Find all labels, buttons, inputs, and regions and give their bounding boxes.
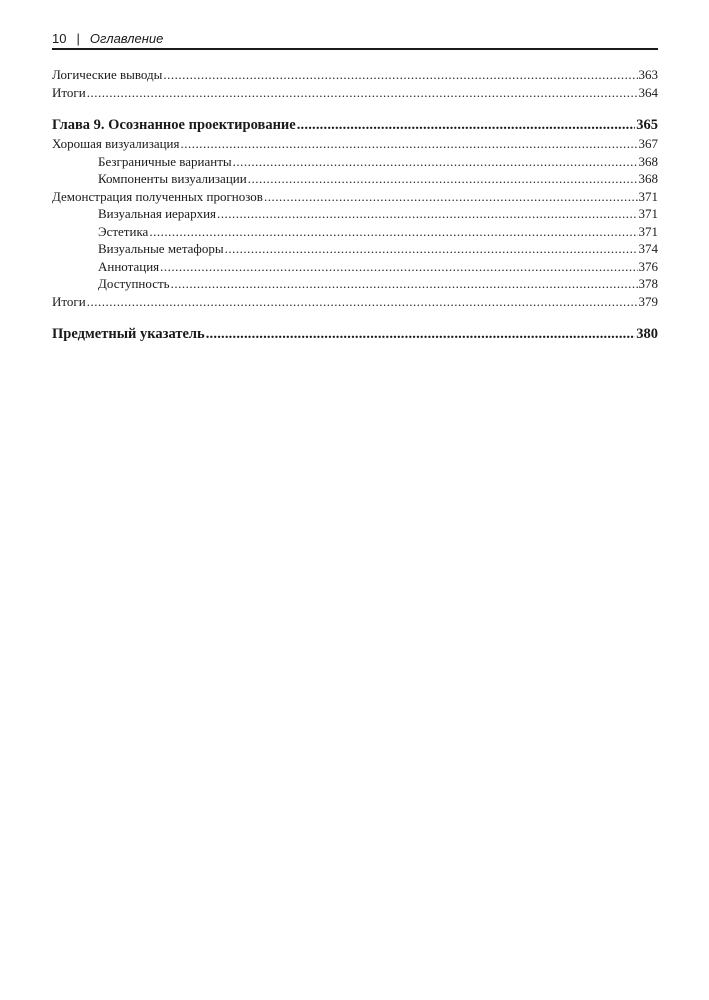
toc-entry-page: 376: [638, 258, 658, 274]
header-separator: |: [76, 31, 80, 46]
toc-entry-page: 374: [638, 241, 658, 256]
toc-entry-page: 371: [638, 223, 658, 239]
toc-subentry: [52, 205, 658, 223]
toc-entry-title: Логические выводы: [52, 67, 163, 82]
toc-subentry: [52, 258, 658, 276]
toc-entry-page: 371: [638, 188, 658, 204]
toc-entry-title: Доступность: [98, 276, 170, 291]
toc-entry: [52, 293, 658, 311]
header-rule: [52, 48, 658, 50]
toc-entry-title: Итоги: [52, 84, 86, 100]
toc-entry-page: 371: [638, 206, 658, 221]
toc-entry-title: Итоги: [52, 293, 86, 309]
toc-subentry: [52, 223, 658, 241]
dot-leader: [149, 223, 637, 241]
dot-leader: [264, 188, 638, 206]
toc-entry-title: Хорошая визуализация: [52, 136, 180, 151]
toc-entry-page: 363: [638, 67, 658, 82]
toc-subentry: [52, 240, 658, 258]
running-header: [52, 29, 658, 49]
dot-leader: [297, 115, 636, 135]
toc-entry-page: 364: [638, 84, 658, 100]
dot-leader: [217, 205, 637, 223]
toc-subentry: [52, 275, 658, 293]
toc-subentry: [52, 170, 658, 188]
toc-chapter-title: Глава 9. Осознанное проектирование: [52, 117, 296, 133]
dot-leader: [171, 275, 638, 293]
toc-entry-title: Эстетика: [98, 223, 149, 239]
toc-index-entry: [52, 324, 658, 344]
dot-leader: [233, 153, 638, 171]
dot-leader: [163, 66, 637, 84]
toc-entry-title: Компоненты визуализации: [98, 171, 247, 186]
toc-entry-title: Визуальная иерархия: [98, 206, 217, 221]
dot-leader: [87, 84, 638, 102]
toc-entry: [52, 66, 658, 84]
toc-entry: [52, 135, 658, 153]
dot-leader: [206, 324, 636, 344]
dot-leader: [248, 170, 638, 188]
toc-index-title: Предметный указатель: [52, 326, 205, 342]
toc-entry-title: Безграничные варианты: [98, 153, 232, 169]
dot-leader: [160, 258, 637, 276]
toc-entry: [52, 84, 658, 102]
toc-chapter-entry: [52, 115, 658, 135]
toc-entry-page: 367: [638, 136, 658, 151]
toc-index-page: 380: [636, 326, 658, 342]
toc-subentry: [52, 153, 658, 171]
page-number: 10: [52, 31, 67, 46]
toc-entry-page: 368: [638, 153, 658, 169]
dot-leader: [181, 135, 638, 153]
toc-entry-title: Демонстрация полученных прогнозов: [52, 188, 263, 204]
toc-entry-title: Визуальные метафоры: [98, 241, 224, 256]
toc-entry: [52, 188, 658, 206]
toc-entry-page: 379: [638, 293, 658, 309]
toc-entry-page: 368: [638, 171, 658, 186]
dot-leader: [225, 240, 638, 258]
toc-entry-title: Аннотация: [98, 258, 160, 274]
dot-leader: [87, 293, 638, 311]
toc-chapter-page: 365: [636, 117, 658, 133]
running-header-title: Оглавление: [89, 31, 164, 46]
table-of-contents: [52, 66, 658, 344]
toc-entry-page: 378: [638, 276, 658, 291]
